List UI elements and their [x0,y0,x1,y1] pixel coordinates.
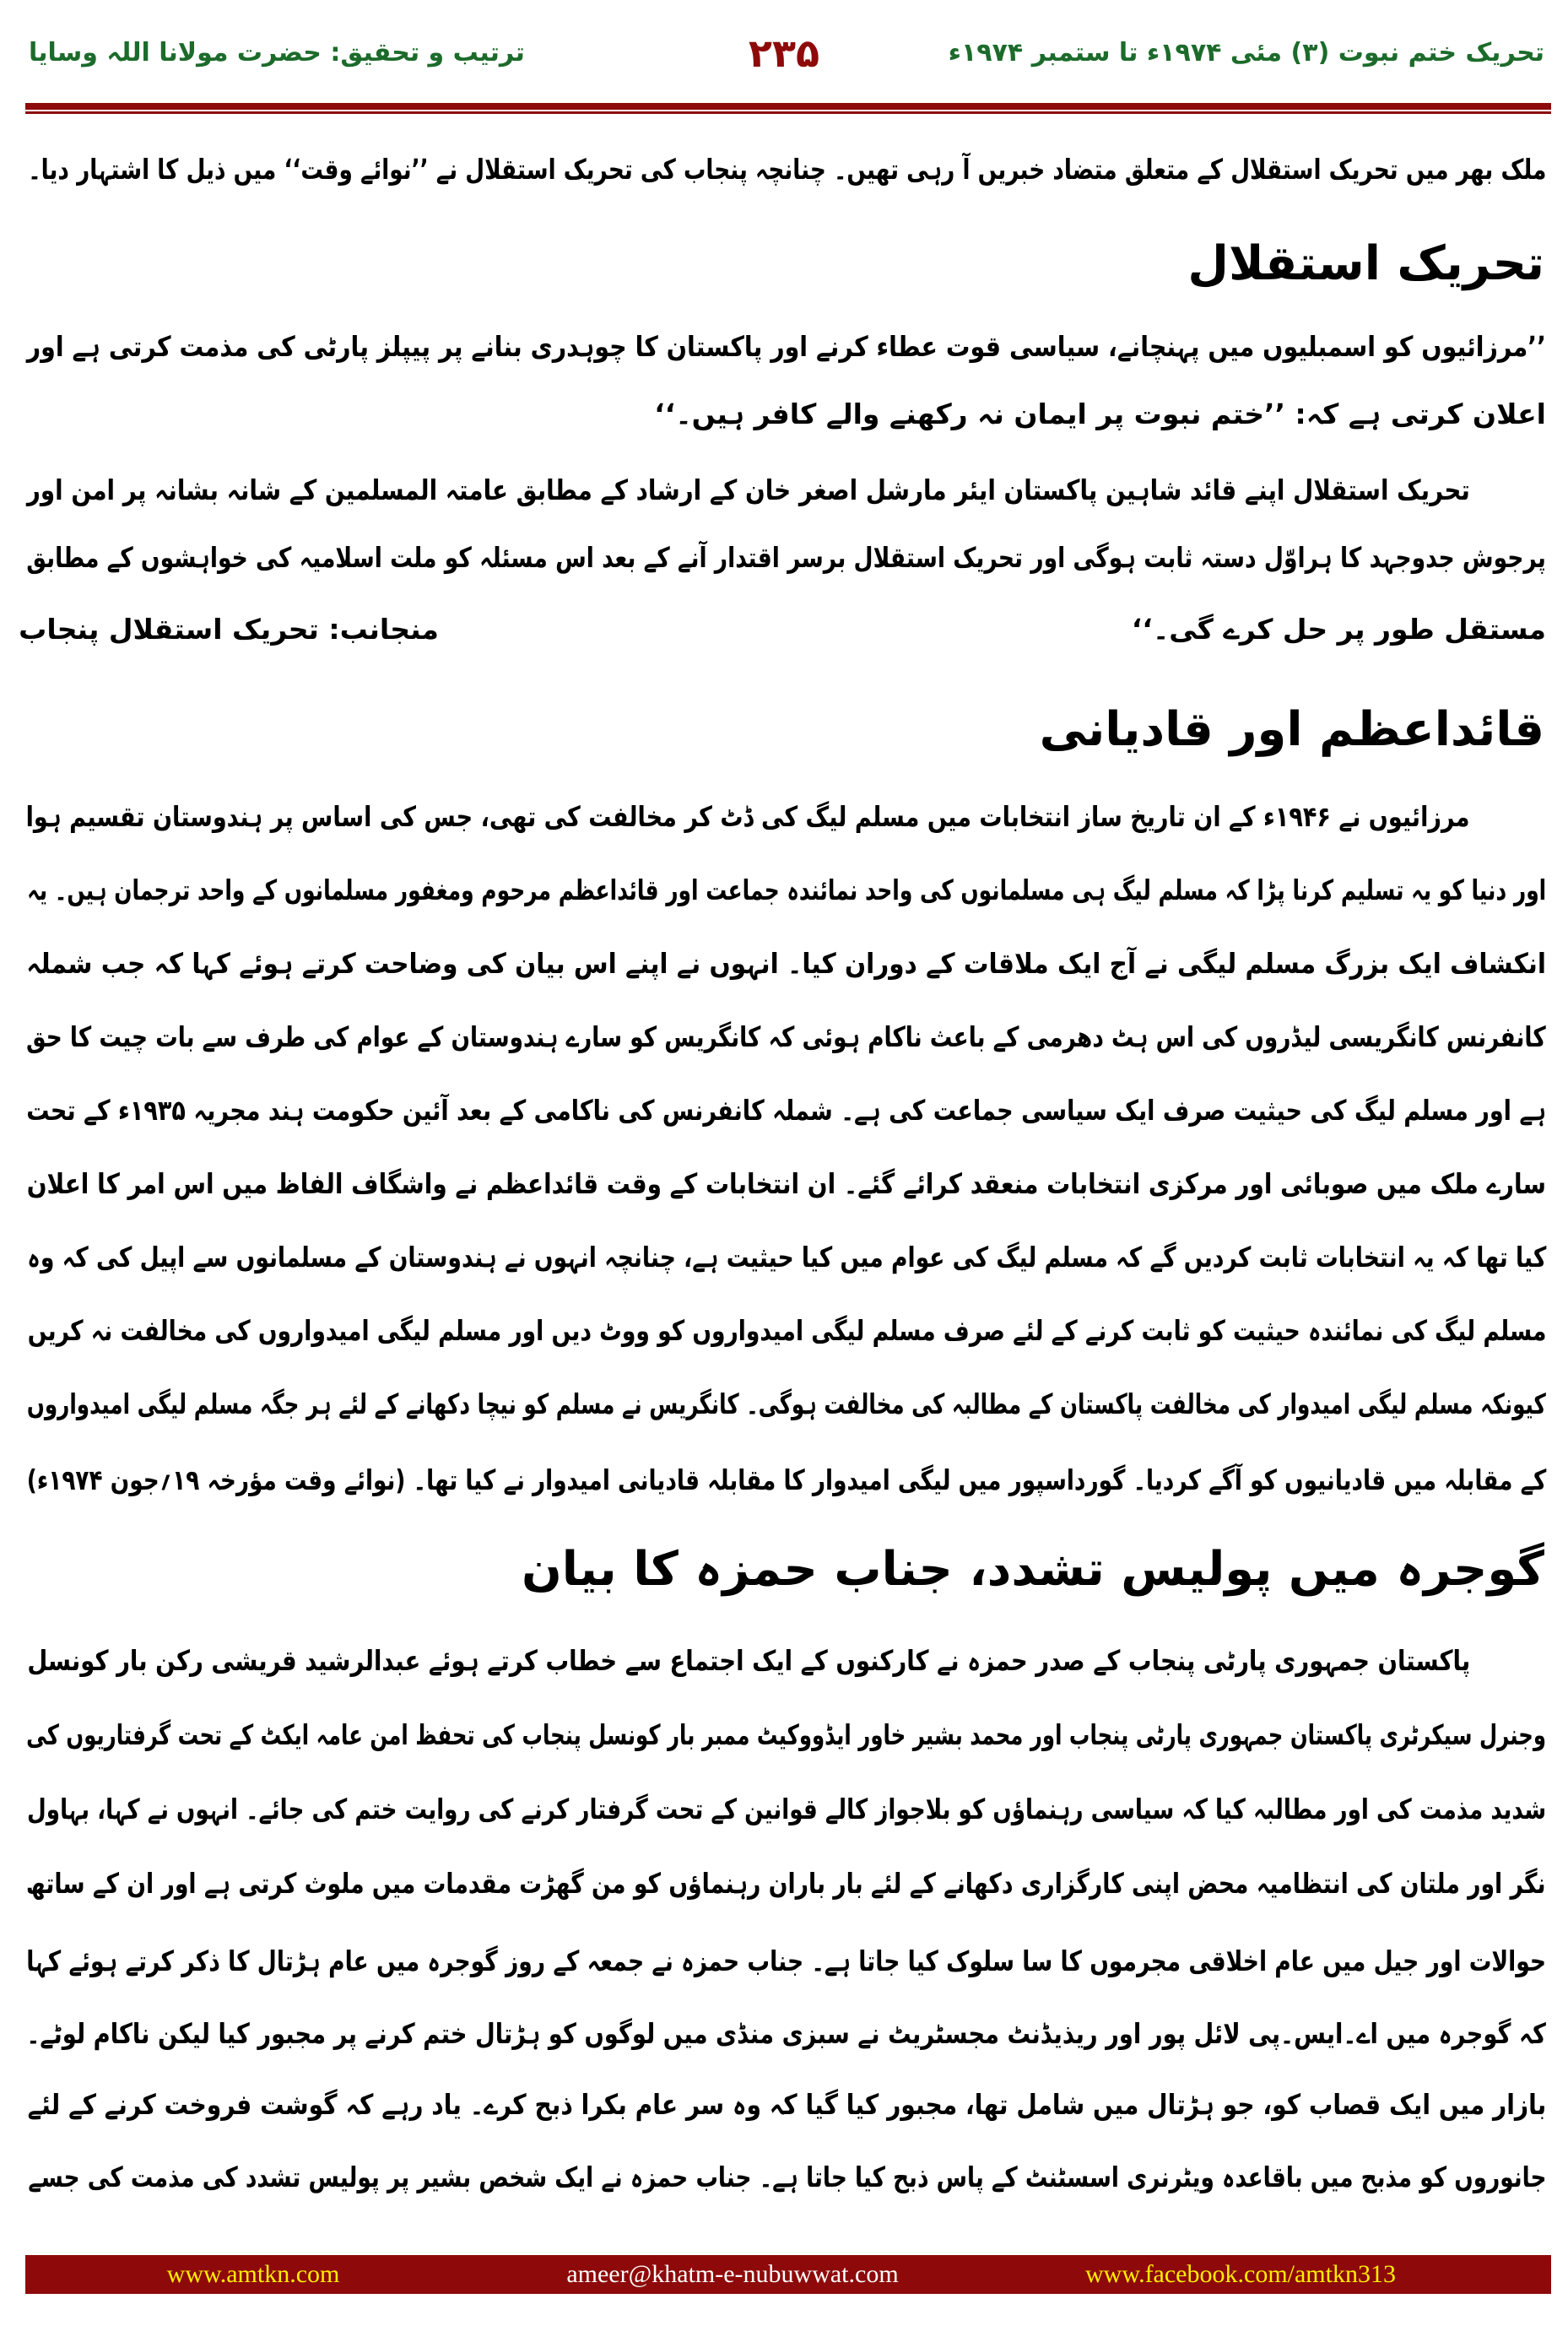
section-heading: گوجرہ میں پولیس تشدد، جناب حمزہ کا بیان [521,1542,1544,1597]
text-line: اور دنیا کو یہ تسلیم کرنا پڑا کہ مسلم لیگ ہی مسلمانوں کی واحد نمائندہ جماعت اور قائداعظم مرحوم ومغفور مسلمانوں کے واحد ترجمان ہیں۔ یہ [26,874,1546,906]
text-line: پرجوش جدوجہد کا ہراوّل دستہ ثابت ہوگی اور تحریک استقلال برسر اقتدار آنے کے بعد اس مسئلہ کو ملت اسلامیہ کی خواہشوں کے مطابق [26,541,1546,574]
text-line: شدید مذمت کی اور مطالبہ کیا کہ سیاسی رہنماؤں کو بلاجواز کالے قوانین کے تحت گرفتار کرنے کی روایت ختم کی جائے۔ انہوں نے کہا، بہاول [26,1793,1546,1825]
header-divider-thin [25,111,1551,114]
text-line: بازار میں ایک قصاب کو، جو ہڑتال میں شامل تھا، مجبور کیا گیا کہ وہ سر عام بکرا ذبح کرے۔ یاد رہے کہ گوشت فروخت کرنے کے لئے [27,2088,1546,2121]
text-line: اعلان کرتی ہے کہ: ’’ختم نبوت پر ایمان نہ رکھنے والے کافر ہیں۔‘‘ [654,398,1546,430]
text-line: کیا تھا کہ یہ انتخابات ثابت کردیں گے کہ مسلم لیگ کی عوام میں کیا حیثیت ہے، چنانچہ انہوں نے ہندوستان کے مسلمانوں سے اپیل کی کہ وہ [26,1241,1546,1274]
text-line: مسلم لیگ کی نمائندہ حیثیت کو ثابت کرنے کے لئے صرف مسلم لیگی امیدواروں کو ووٹ دیں اور مسلم لیگی امیدواروں کی مخالفت نہ کریں [27,1314,1546,1347]
text-line: جانوروں کو مذبح میں باقاعدہ ویٹرنری اسسٹنٹ کے پاس ذبح کیا جاتا ہے۔ جناب حمزہ نے ایک شخص بشیر پر پولیس تشدد کی مذمت کی جسے [27,2161,1546,2193]
text-line: نگر اور ملتان کی انتظامیہ محض اپنی کارگزاری دکھانے کے لئے بار باران رہنماؤں کو من گھڑت مقدمات میں ملوث کرتی ہے اور ان کے ساتھ [26,1867,1546,1900]
text-line: تحریک استقلال اپنے قائد شاہین پاکستان ایئر مارشل اصغر خان کے ارشاد کے مطابق عامتہ المسلمین کے شانہ بشانہ پر امن اور [27,473,1470,506]
text-line: مرزائیوں نے ۱۹۴۶ء کے ان تاریخ ساز انتخابات میں مسلم لیگ کی ڈٹ کر مخالفت کی تھی، جس کی اساس پر ہندوستان تقسیم ہوا [26,800,1470,833]
text-line: مستقل طور پر حل کرے گی۔‘‘ [1131,613,1546,646]
compiler-credit: ترتیب و تحقیق: حضرت مولانا اللہ وسایا [29,38,525,68]
citation-line: کے مقابلہ میں قادیانیوں کو آگے کردیا۔ گورداسپور میں لیگی امیدوار کا مقابلہ قادیانی امیدوار نے کیا تھا۔ (نوائے وقت مؤرخہ ۱۹؍جون ۱۹۷۴ء) [26,1463,1546,1496]
text-line: کانفرنس کانگریسی لیڈروں کی اس ہٹ دھرمی کے باعث ناکام ہوئی کہ کانگریس کو سارے ہندوستان کے عوام کی طرف سے بات چیت کا حق [26,1020,1546,1053]
signature: منجانب: تحریک استقلال پنجاب [19,613,439,646]
footer-bar [25,2255,1551,2294]
text-line: ’’مرزائیوں کو اسمبلیوں میں پہنچانے، سیاسی قوت عطاء کرنے اور پاکستان کا چوہدری بنانے پر پیپلز پارٹی کی مذمت کرتی ہے اور [26,330,1546,363]
text-line: کہ گوجرہ میں اے۔ایس۔پی لائل پور اور ریذیڈنٹ مجسٹریٹ نے سبزی منڈی میں لوگوں کو ہڑتال ختم کرنے پر مجبور کیا لیکن ناکام لوٹے۔ [26,2017,1546,2050]
website-link[interactable]: www.amtkn.com [166,2260,340,2288]
text-line: سارے ملک میں صوبائی اور مرکزی انتخابات منعقد کرائے گئے۔ ان انتخابات کے وقت قائداعظم نے واشگاف الفاظ میں اس امر کا اعلان [26,1167,1546,1200]
section-heading: تحریک استقلال [1187,236,1544,291]
text-line: کیونکہ مسلم لیگی امیدوار کی مخالفت پاکستان کے مطالبہ کی مخالفت ہوگی۔ کانگریس نے مسلم کو نیچا دکھانے کے لئے ہر جگہ مسلم لیگی امیدواروں [26,1387,1546,1420]
page-number: ۲۳۵ [748,30,820,76]
facebook-link[interactable]: www.facebook.com/amtkn313 [1085,2260,1396,2288]
text-line: ہے اور مسلم لیگ کی حیثیت صرف ایک سیاسی جماعت کی ہے۔ شملہ کانفرنس کی ناکامی کے بعد آئین حکومت ہند مجریہ ۱۹۳۵ء کے تحت [26,1094,1546,1127]
text-line: پاکستان جمہوری پارٹی پنجاب کے صدر حمزہ نے کارکنوں کے ایک اجتماع سے خطاب کرتے ہوئے عبدالرشید قریشی رکن بار کونسل [27,1644,1470,1677]
intro-line: ملک بھر میں تحریک استقلال کے متعلق متضاد خبریں آ رہی تھیں۔ چنانچہ پنجاب کی تحریک استقلال نے ’’نوائے وقت‘‘ میں ذیل کا اشتہار دیا۔ [27,153,1546,186]
header-divider [25,103,1551,110]
book-title: تحریک ختم نبوت (۳) مئی ۱۹۷۴ء تا ستمبر ۱۹۷۴ء [948,38,1544,68]
email-link[interactable]: ameer@khatm-e-nubuwwat.com [566,2260,899,2288]
text-line: حوالات اور جیل میں عام اخلاقی مجرموں کا سا سلوک کیا جاتا ہے۔ جناب حمزہ نے جمعہ کے روز گوجرہ میں عام ہڑتال کا ذکر کرتے ہوئے کہا [26,1944,1546,1977]
text-line: وجنرل سیکرٹری پاکستان جمہوری پارٹی پنجاب اور محمد بشیر خاور ایڈووکیٹ ممبر بار کونسل پنجاب کی تحفظ امن عامہ ایکٹ کے تحت گرفتاریوں کی [26,1718,1546,1751]
section-heading: قائداعظم اور قادیانی [1039,702,1544,757]
text-line: انکشاف ایک بزرگ مسلم لیگی نے آج ایک ملاقات کے دوران کیا۔ انہوں نے اپنے اس بیان کی وضاحت کرتے ہوئے کہا کہ جب شملہ [26,947,1546,980]
